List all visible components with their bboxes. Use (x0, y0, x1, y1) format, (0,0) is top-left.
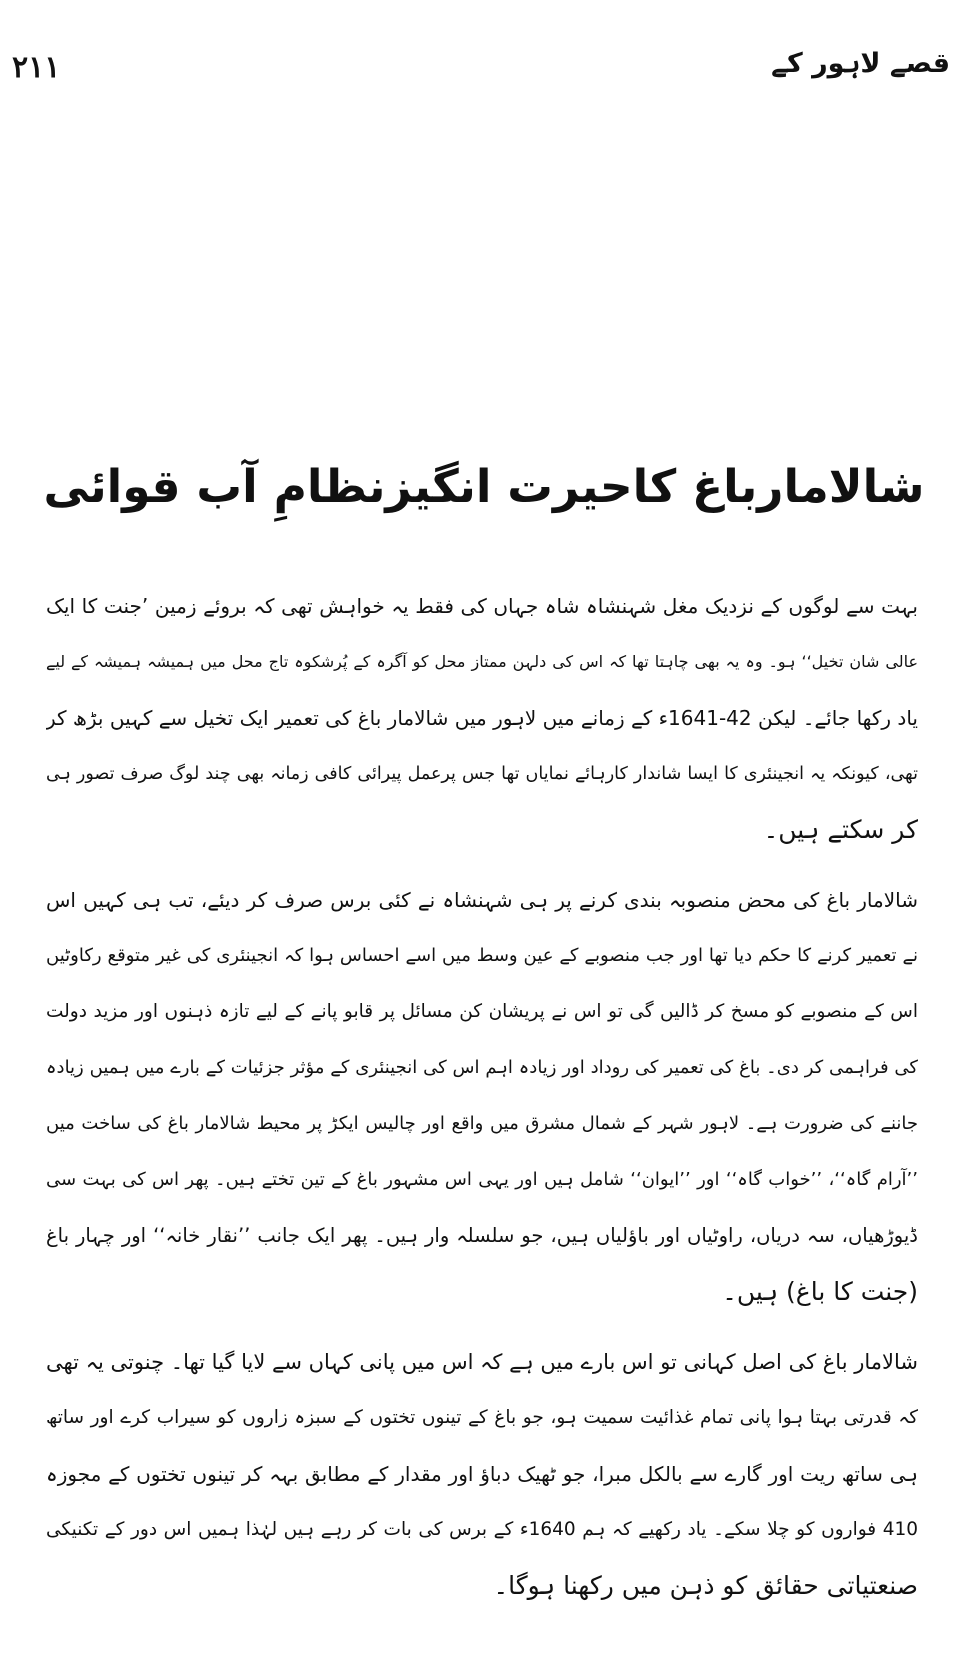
paragraph-2 (46, 872, 918, 1320)
body-text (46, 578, 918, 1628)
text-line: شالامار باغ کی محض منصوبہ بندی کرنے پر ہی شہنشاہ نے کئی برس صرف کر دیئے، تب ہی کہیں اس (46, 888, 918, 912)
chapter-title: شالامارباغ کاحیرت انگیزنظامِ آب قوائی (43, 460, 925, 514)
text-line: اس کے منصوبے کو مسخ کر ڈالیں گی تو اس نے پریشان کن مسائل پر قابو پانے کے لیے تازہ ذہنوں اور مزید دولت (46, 1001, 918, 1022)
text-line: عالی شان تخیل‘‘ ہو۔ وہ یہ بھی چاہتا تھا کہ اس کی دلہن ممتاز محل کو آگرہ کے پُرشکوہ تاج محل میں ہمیشہ ہمیشہ کے لیے (46, 652, 918, 671)
page-number: ۲۱۱ (12, 50, 61, 85)
text-line: کر سکتے ہیں۔ (763, 815, 918, 844)
text-line: یاد رکھا جائے۔ لیکن 42-1641ء کے زمانے میں لاہور میں شالامار باغ کی تعمیر ایک تخیل سے کہیں بڑھ کر (46, 706, 918, 730)
paragraph-3 (46, 1334, 918, 1614)
text-line: کی فراہمی کر دی۔ باغ کی تعمیر کی روداد اور زیادہ اہم اس کی انجینئری کے مؤثر جزئیات کے بارے میں ہمیں زیادہ (46, 1057, 918, 1078)
text-line: (جنت کا باغ) ہیں۔ (722, 1277, 918, 1306)
text-line: شالامار باغ کی اصل کہانی تو اس بارے میں ہے کہ اس میں پانی کہاں سے لایا گیا تھا۔ چنوتی یہ تھی (46, 1350, 918, 1374)
text-line: کہ قدرتی بہتا ہوا پانی تمام غذائیت سمیت ہو، جو باغ کے تینوں تختوں کے سبزہ زاروں کو سیراب کرے اور ساتھ (46, 1407, 918, 1428)
text-line: ’’آرام گاہ‘‘، ’’خواب گاہ‘‘ اور ’’ایوان‘‘ شامل ہیں اور یہی اس مشہور باغ کے تین تختے ہیں۔ پھر اس کی بہت سی (46, 1169, 918, 1190)
text-line: تھی، کیونکہ یہ انجینئری کا ایسا شاندار کارہائے نمایاں تھا جس پرعمل پیرائی کافی زمانہ بھی چند لوگ صرف تصور ہی (46, 764, 918, 784)
page-header (0, 40, 968, 90)
text-line: صنعتیاتی حقائق کو ذہن میں رکھنا ہوگا۔ (493, 1571, 918, 1600)
text-line: جاننے کی ضرورت ہے۔ لاہور شہر کے شمال مشرق میں واقع اور چالیس ایکڑ پر محیط شالامار باغ کی ساخت میں (46, 1113, 918, 1134)
text-line: بہت سے لوگوں کے نزدیک مغل شہنشاہ شاہ جہاں کی فقط یہ خواہش تھی کہ بروئے زمین ’جنت کا ایک (46, 594, 918, 618)
paragraph-1 (46, 578, 918, 858)
running-title: قصے لاہور کے (771, 48, 950, 79)
text-line: 410 فواروں کو چلا سکے۔ یاد رکھیے کہ ہم 1640ء کے برس کی بات کر رہے ہیں لہٰذا ہمیں اس دور کے تکنیکی (46, 1519, 918, 1540)
text-line: ڈیوڑھیاں، سہ دریاں، راوٹیاں اور باؤلیاں ہیں، جو سلسلہ وار ہیں۔ پھر ایک جانب ’’نقار خانہ‘‘ اور چہار باغ (46, 1224, 918, 1247)
text-line: نے تعمیر کرنے کا حکم دیا تھا اور جب منصوبے کے عین وسط میں اسے احساس ہوا کہ انجینئری کی غیر متوقع رکاوٹیں (46, 945, 918, 966)
text-line: ہی ساتھ ریت اور گارے سے بالکل مبرا، جو ٹھیک دباؤ اور مقدار کے مطابق بہہ کر تینوں تختوں کے مجوزہ (46, 1462, 918, 1486)
